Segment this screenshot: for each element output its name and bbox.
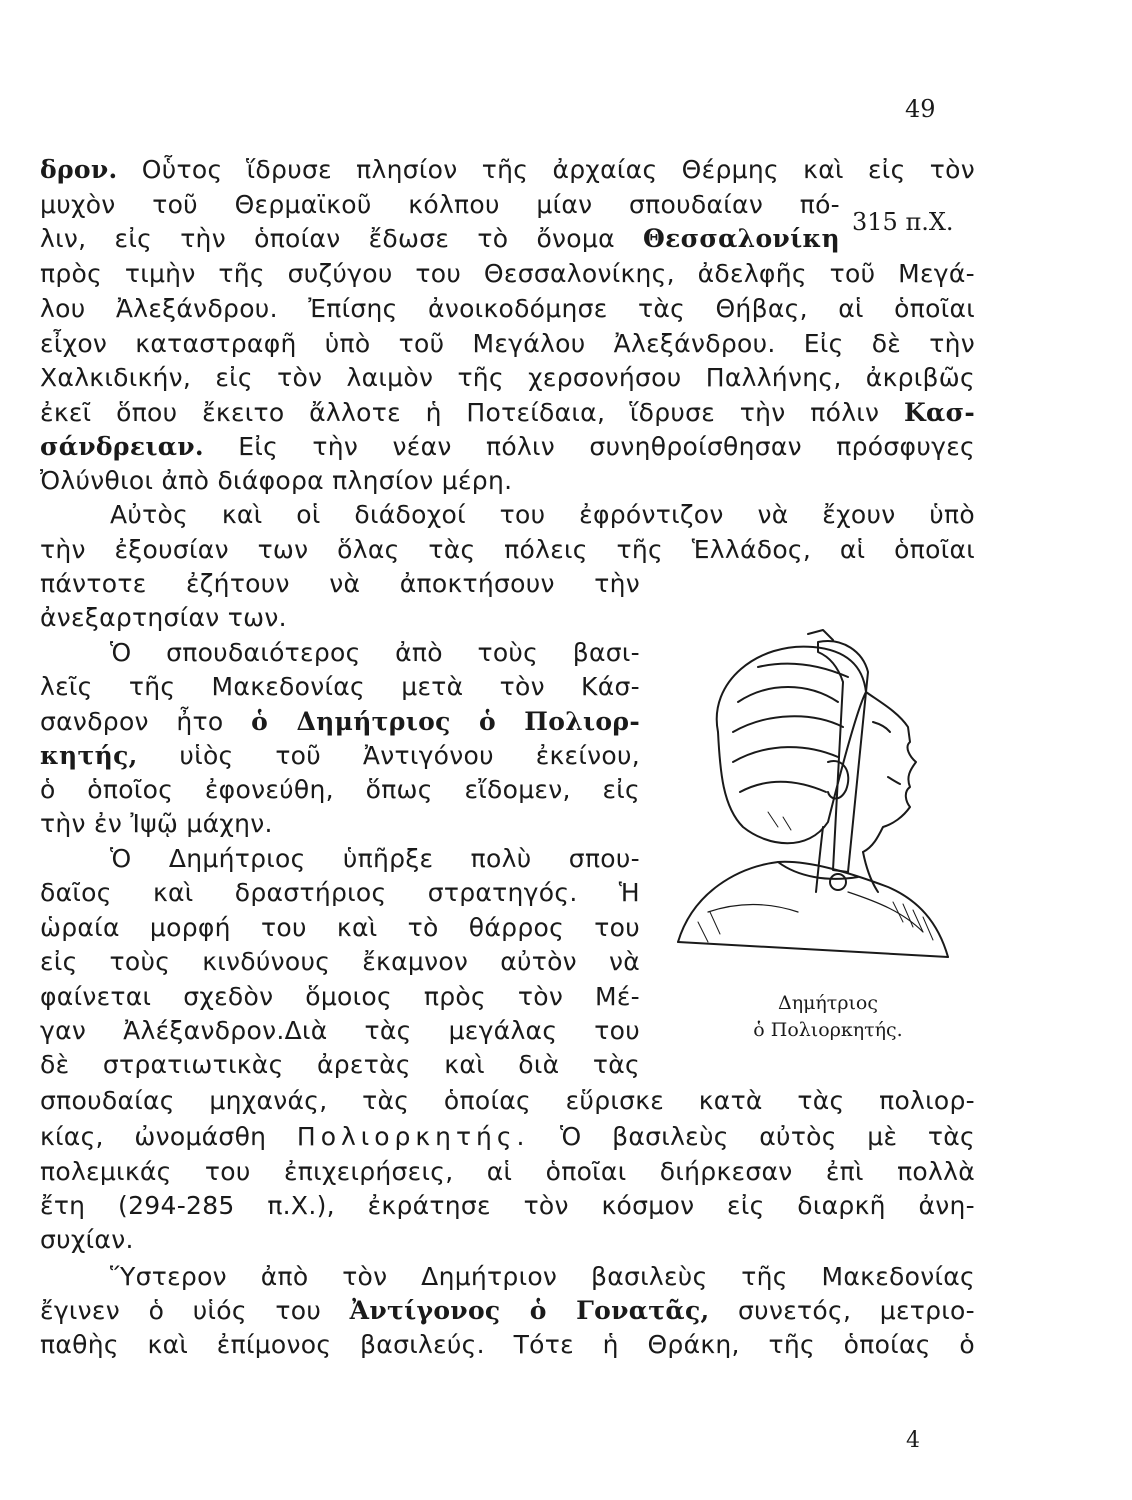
text-line <box>40 1260 975 1294</box>
text-line <box>40 636 640 670</box>
bold-term: δρον. <box>40 155 118 184</box>
text-segment: λεῖς τῆς Μακεδονίας μετὰ τὸν Κάσ- <box>40 672 640 701</box>
text-line <box>40 807 640 841</box>
text-segment: υἱὸς τοῦ Ἀντιγόνου ἐκείνου, <box>137 741 640 770</box>
text-line <box>40 911 640 945</box>
illustration-caption <box>718 990 938 1044</box>
face-profile <box>863 692 916 852</box>
text-line <box>40 1014 640 1048</box>
text-segment: παθὴς καὶ ἐπίμονος βασιλεύς. Τότε ἡ Θράκη, τῆς ὁποίας ὁ <box>40 1330 975 1359</box>
text-line <box>40 842 640 876</box>
text-segment: τὴν ἐν Ἰψῷ μάχην. <box>40 809 273 838</box>
text-segment: Οὗτος ἵδρυσε πλησίον τῆς ἀρχαίας Θέρμης καὶ εἰς τὸν <box>117 155 975 184</box>
text-segment: δὲ στρατιωτικὰς ἀρετὰς καὶ διὰ τὰς <box>40 1050 640 1079</box>
caption-line-1: Δημήτριος <box>777 992 879 1014</box>
text-segment: σανδρον ἦτο <box>40 707 252 736</box>
text-segment: πρὸς τιμὴν τῆς συζύγου του Θεσσαλονίκης, ἀδελφῆς τοῦ Μεγά- <box>40 259 975 288</box>
text-line <box>40 1155 975 1189</box>
text-segment: ἔτη (294-285 π.Χ.), ἐκράτησε τὸν κόσμον εἰς διαρκῆ ἀνη- <box>40 1191 975 1220</box>
bold-term: Κασ- <box>904 398 975 427</box>
text-line <box>40 1189 975 1223</box>
text-line <box>40 327 975 361</box>
text-segment: πάντοτε ἐζήτουν νὰ ἀποκτήσουν τὴν <box>40 569 640 598</box>
text-line <box>40 705 640 739</box>
text-line <box>40 567 640 601</box>
text-segment: ὁ ὁποῖος ἐφονεύθη, ὅπως εἴδομεν, εἰς <box>40 775 640 804</box>
text-segment: ἐκεῖ ὅπου ἔκειτο ἄλλοτε ἡ Ποτείδαια, ἵδρυσε τὴν πόλιν <box>40 398 905 427</box>
text-line <box>40 1084 975 1118</box>
text-line <box>40 222 840 256</box>
text-line <box>40 945 640 979</box>
text-segment: συχίαν. <box>40 1225 134 1254</box>
spaced-term: Πολιορκητής. <box>296 1122 530 1151</box>
text-segment: Ὁ σπουδαιότερος ἀπὸ τοὺς βασι- <box>110 638 640 667</box>
text-line <box>40 739 640 773</box>
text-segment: σπουδαίας μηχανάς, τὰς ὁποίας εὕρισκε κατὰ τὰς πολιορ- <box>40 1086 975 1115</box>
text-line <box>40 1048 640 1082</box>
text-line <box>40 980 640 1014</box>
text-line <box>40 188 840 222</box>
bold-term: κητής, <box>40 741 138 770</box>
bold-term: ὁ Δημήτριος ὁ Πολιορ- <box>251 707 640 736</box>
text-line <box>40 1120 975 1154</box>
text-segment: Ὀλύνθιοι ἀπὸ διάφορα πλησίον μέρη. <box>40 466 513 495</box>
text-segment: γαν Ἀλέξανδρον.Διὰ τὰς μεγάλας του <box>40 1016 640 1045</box>
text-segment: μυχὸν τοῦ Θερμαϊκοῦ κόλπου μίαν σπουδαίαν πό- <box>40 190 840 219</box>
text-line <box>40 670 640 704</box>
margin-date: 315 π.Χ. <box>852 208 954 236</box>
text-segment: κίας, ὠνομάσθη <box>40 1122 297 1151</box>
text-segment: τὴν ἐξουσίαν των ὅλας τὰς πόλεις τῆς Ἑλλάδος, αἱ ὁποῖαι <box>40 535 975 564</box>
text-segment: Ὁ Δημήτριος ὑπῆρξε πολὺ σπου- <box>110 844 640 873</box>
portrait-illustration <box>648 612 978 982</box>
text-segment: ἀνεξαρτησίαν των. <box>40 603 287 632</box>
text-line <box>40 430 975 464</box>
text-segment: δαῖος καὶ δραστήριος στρατηγός. Ἡ <box>40 878 640 907</box>
text-line <box>40 1328 975 1362</box>
text-line <box>40 1223 975 1257</box>
text-line <box>40 498 975 532</box>
text-segment: εἶχον καταστραφῆ ὑπὸ τοῦ Μεγάλου Ἀλεξάνδρου. Εἰς δὲ τὴν <box>40 329 975 358</box>
text-line <box>40 361 975 395</box>
bold-term: σάνδρειαν. <box>40 432 204 461</box>
text-segment: φαίνεται σχεδὸν ὅμοιος πρὸς τὸν Μέ- <box>40 982 640 1011</box>
text-line <box>40 292 975 326</box>
text-segment: Ὕστερον ἀπὸ τὸν Δημήτριον βασιλεὺς τῆς Μακεδονίας <box>110 1262 975 1291</box>
text-segment: ἔγινεν ὁ υἱός του <box>40 1296 350 1325</box>
text-segment: Εἰς τὴν νέαν πόλιν συνηθροίσθησαν πρόσφυγες <box>203 432 975 461</box>
text-line <box>40 1294 975 1328</box>
bold-term: Ἀντίγονος ὁ Γονατᾶς, <box>349 1296 710 1325</box>
text-line <box>40 876 640 910</box>
signature-mark: 4 <box>906 1428 920 1453</box>
text-line <box>40 464 975 498</box>
text-line <box>40 396 975 430</box>
text-line <box>40 257 975 291</box>
text-segment: Ὁ βασιλεὺς αὐτὸς μὲ τὰς <box>529 1122 975 1151</box>
text-line <box>40 533 975 567</box>
text-segment: συνετός, μετριο- <box>709 1296 975 1325</box>
text-segment: εἰς τοὺς κινδύνους ἔκαμνον αὐτὸν νὰ <box>40 947 640 976</box>
text-segment: Αὐτὸς καὶ οἱ διάδοχοί του ἐφρόντιζον νὰ ἔχουν ὑπὸ <box>110 500 975 529</box>
caption-line-2: ὁ Πολιορκητής. <box>753 1019 903 1041</box>
page-number: 49 <box>905 95 936 123</box>
text-segment: λιν, εἰς τὴν ὁποίαν ἔδωσε τὸ ὄνομα <box>40 224 644 253</box>
text-segment: πολεμικάς του ἐπιχειρήσεις, αἱ ὁποῖαι διήρκεσαν ἐπὶ πολλὰ <box>40 1157 975 1186</box>
text-line <box>40 773 640 807</box>
text-segment: λου Ἀλεξάνδρου. Ἐπίσης ἀνοικοδόμησε τὰς Θήβας, αἱ ὁποῖαι <box>40 294 975 323</box>
bold-term: Θεσσαλονίκη <box>643 224 840 253</box>
text-segment: ὡραία μορφή του καὶ τὸ θάρρος του <box>40 913 640 942</box>
text-line <box>40 601 640 635</box>
text-segment: Χαλκιδικήν, εἰς τὸν λαιμὸν τῆς χερσονήσου Παλλήνης, ἀκριβῶς <box>40 363 975 392</box>
text-line <box>40 153 975 187</box>
